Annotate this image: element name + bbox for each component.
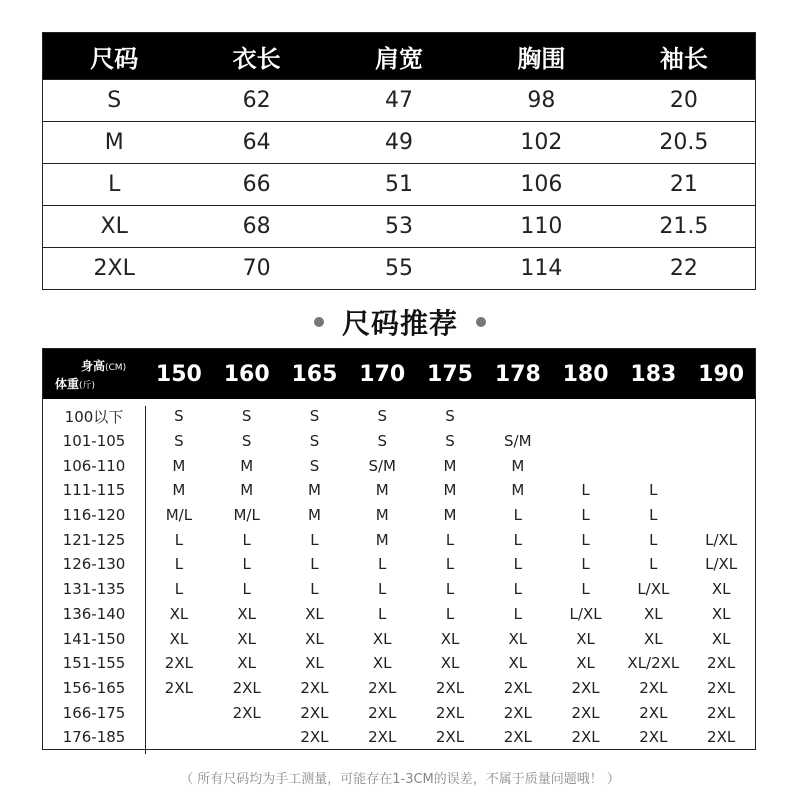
weight-cell: 176-185 xyxy=(62,728,126,747)
size-recommend-cell xyxy=(145,700,213,725)
size-table-cell: 21 xyxy=(669,172,698,197)
size-table-cell: 47 xyxy=(385,88,414,113)
size-recommend-cell: S xyxy=(309,432,320,451)
recommend-row xyxy=(43,429,755,454)
size-recommend-cell: XL xyxy=(305,629,324,648)
size-recommend-cell xyxy=(687,429,755,454)
size-recommend-cell: XL xyxy=(711,629,731,648)
size-recommend-cell: L xyxy=(310,530,319,549)
size-recommend-cell: M xyxy=(375,506,389,525)
height-header-cell: 150 xyxy=(155,361,202,387)
size-table-row xyxy=(43,79,755,121)
size-recommend-cell: L xyxy=(445,604,455,623)
size-recommend-cell: L xyxy=(310,555,319,574)
height-header-cell: 170 xyxy=(359,361,406,387)
size-table-cell: 20 xyxy=(669,88,698,113)
size-recommend-cell: XL xyxy=(237,604,256,623)
size-table-cell: M xyxy=(104,130,124,155)
size-recommend-cell: S xyxy=(377,432,387,451)
size-recommend-cell: S xyxy=(445,432,455,451)
height-header-cell: 160 xyxy=(223,361,270,387)
size-recommend-cell xyxy=(552,404,620,429)
size-header-cell: 胸围 xyxy=(517,44,566,73)
size-recommend-cell: L/XL xyxy=(637,580,670,599)
size-recommend-cell xyxy=(213,725,281,750)
size-recommend-cell: S/M xyxy=(504,432,532,451)
recommend-grid-body xyxy=(43,404,755,750)
height-header-cell: 180 xyxy=(562,361,609,387)
size-recommend-cell: S xyxy=(174,432,184,451)
weight-cell: 136-140 xyxy=(62,604,126,623)
size-recommend-cell xyxy=(552,453,620,478)
weight-cell: 131-135 xyxy=(62,580,126,599)
size-recommend-cell: L xyxy=(310,580,319,599)
size-recommend-cell: 2XL xyxy=(571,678,600,697)
height-axis-label: 身高(CM) xyxy=(81,359,127,373)
size-recommend-cell: L xyxy=(513,506,522,525)
size-recommend-cell: 2XL xyxy=(571,728,600,747)
recommend-row xyxy=(43,577,755,602)
size-recommend-cell: XL/2XL xyxy=(627,654,680,673)
size-recommend-cell: XL xyxy=(169,604,189,623)
size-recommend-cell: L xyxy=(242,580,251,599)
weight-cell: 111-115 xyxy=(62,481,126,500)
size-table-cell: 49 xyxy=(385,130,414,155)
size-recommend-cell xyxy=(619,429,687,454)
size-recommend-cell: XL xyxy=(576,629,595,648)
height-header-cell: 165 xyxy=(291,361,338,387)
size-table-cell: 51 xyxy=(385,172,414,197)
size-table-cell: 2XL xyxy=(93,256,135,281)
size-recommend-cell: L xyxy=(581,481,590,500)
size-recommend-cell: M xyxy=(375,481,389,500)
size-recommend-cell: S xyxy=(377,407,387,426)
size-recommend-cell xyxy=(552,429,620,454)
size-recommend-cell: M xyxy=(172,481,186,500)
size-recommend-cell: L xyxy=(513,530,522,549)
size-recommend-cell: S xyxy=(241,407,252,426)
recommend-title-text: 尺码推荐 xyxy=(341,307,458,340)
size-recommend-cell: L xyxy=(378,604,387,623)
size-table-cell: 110 xyxy=(520,214,563,239)
column-divider xyxy=(145,406,146,754)
size-recommend-cell: 2XL xyxy=(300,678,329,697)
height-header-cell: 175 xyxy=(427,361,473,387)
size-recommend-cell: 2XL xyxy=(503,703,532,722)
size-recommend-cell: L xyxy=(445,555,455,574)
recommend-row xyxy=(43,503,755,528)
size-recommend-cell: L xyxy=(174,580,184,599)
size-recommend-cell: M xyxy=(511,481,525,500)
size-recommend-cell: XL xyxy=(440,629,460,648)
recommend-row xyxy=(43,651,755,676)
size-recommend-cell: 2XL xyxy=(435,703,465,722)
size-recommend-cell: XL xyxy=(711,580,731,599)
size-table-cell: 66 xyxy=(242,172,271,197)
size-table-cell: 70 xyxy=(242,256,271,281)
size-recommend-cell: 2XL xyxy=(232,678,261,697)
size-recommend-cell: XL xyxy=(711,604,731,623)
weight-cell: 151-155 xyxy=(62,654,126,673)
size-recommend-cell: 2XL xyxy=(639,728,668,747)
size-recommend-cell: 2XL xyxy=(707,654,736,673)
size-recommend-cell: XL xyxy=(305,604,324,623)
weight-cell: 100以下 xyxy=(64,407,124,426)
size-recommend-cell: M xyxy=(172,456,186,475)
size-header-cell: 袖长 xyxy=(659,44,708,73)
size-recommend-cell: XL xyxy=(508,654,528,673)
size-recommend-cell: S xyxy=(174,407,184,426)
recommend-row xyxy=(43,626,755,651)
size-table-cell: 20.5 xyxy=(659,130,709,155)
size-recommend-cell: 2XL xyxy=(300,728,329,747)
size-recommend-cell: 2XL xyxy=(368,678,397,697)
size-recommend-cell: L xyxy=(378,580,387,599)
size-recommend-cell: L xyxy=(174,555,184,574)
size-recommend-cell: M/L xyxy=(165,506,193,525)
size-recommend-cell: M xyxy=(443,456,457,475)
size-recommend-cell xyxy=(484,404,552,429)
size-recommend-cell: 2XL xyxy=(435,678,465,697)
size-table-cell: 55 xyxy=(385,256,414,281)
size-recommend-cell: L xyxy=(378,555,387,574)
size-recommend-cell: XL xyxy=(237,629,256,648)
size-recommend-cell: 2XL xyxy=(707,678,736,697)
footnote: （ 所有尺码均为手工测量，可能存在1-3CM的误差，不属于质量问题哦！ ） xyxy=(180,772,620,787)
recommend-row xyxy=(43,602,755,627)
size-recommend-cell: XL xyxy=(372,629,392,648)
recommend-row xyxy=(43,700,755,725)
size-recommend-cell: 2XL xyxy=(368,728,397,747)
size-recommend-cell: L xyxy=(513,604,522,623)
weight-cell: 126-130 xyxy=(62,555,126,574)
size-table-cell: 106 xyxy=(520,172,563,197)
size-recommend-cell: XL xyxy=(644,604,663,623)
size-recommend-cell: M xyxy=(443,506,457,525)
size-recommend-cell: XL xyxy=(644,629,663,648)
grid-corner-label xyxy=(43,349,145,399)
size-recommend-cell: XL xyxy=(440,654,460,673)
size-table-cell: L xyxy=(108,172,121,197)
size-recommend-cell: L/XL xyxy=(705,555,738,574)
recommend-row xyxy=(43,453,755,478)
weight-cell: 106-110 xyxy=(62,456,126,475)
size-recommend-cell: L xyxy=(581,555,590,574)
size-recommend-cell: XL xyxy=(576,654,595,673)
size-recommend-cell: L/XL xyxy=(569,604,602,623)
size-recommend-cell xyxy=(687,503,755,528)
size-table-cell: 62 xyxy=(242,88,271,113)
size-recommend-cell: S/M xyxy=(368,456,396,475)
size-recommend-cell: XL xyxy=(305,654,324,673)
bullet-dot-icon xyxy=(476,317,486,327)
size-recommend-cell: M xyxy=(375,530,389,549)
size-table-row xyxy=(43,247,755,289)
size-recommend-cell: 2XL xyxy=(300,703,329,722)
height-header-cell: 178 xyxy=(494,361,541,387)
size-recommend-cell: S xyxy=(241,432,252,451)
size-recommend-cell: 2XL xyxy=(707,728,736,747)
size-recommend-cell: L/XL xyxy=(705,530,738,549)
height-header-cell: 190 xyxy=(698,361,745,387)
weight-axis-label: 体重(斤) xyxy=(55,377,96,391)
size-table-cell: 21.5 xyxy=(659,214,709,239)
size-recommend-cell: L xyxy=(242,555,251,574)
size-recommend-cell: 2XL xyxy=(435,728,465,747)
size-recommend-cell: 2XL xyxy=(503,728,532,747)
size-recommend-cell xyxy=(145,725,213,750)
size-recommend-cell: XL xyxy=(372,654,392,673)
recommend-row xyxy=(43,478,755,503)
recommend-row xyxy=(43,676,755,701)
size-table xyxy=(42,32,756,290)
size-recommend-cell: M xyxy=(240,481,254,500)
recommend-section-title xyxy=(0,300,800,344)
weight-cell: 101-105 xyxy=(62,432,126,451)
size-recommend-cell: 2XL xyxy=(639,703,668,722)
size-recommend-cell xyxy=(619,453,687,478)
size-table-cell: 102 xyxy=(520,130,563,155)
size-recommend-cell: S xyxy=(445,407,455,426)
size-recommend-cell: XL xyxy=(508,629,528,648)
size-recommend-cell: M xyxy=(443,481,457,500)
recommend-row xyxy=(43,552,755,577)
size-recommend-cell xyxy=(687,478,755,503)
size-recommend-cell: XL xyxy=(169,629,189,648)
weight-cell: 116-120 xyxy=(62,506,126,525)
recommend-row xyxy=(43,527,755,552)
size-recommend-cell: L xyxy=(513,580,522,599)
recommend-grid xyxy=(42,348,756,750)
size-header-cell: 尺码 xyxy=(90,44,139,73)
size-recommend-cell: 2XL xyxy=(164,678,193,697)
weight-cell: 156-165 xyxy=(62,678,126,697)
size-recommend-cell: L xyxy=(649,530,658,549)
size-header-cell: 衣长 xyxy=(232,44,281,73)
size-recommend-cell: M xyxy=(307,481,321,500)
size-recommend-cell: L xyxy=(649,506,658,525)
size-recommend-cell: M xyxy=(240,456,254,475)
height-header-cell: 183 xyxy=(630,361,677,387)
size-recommend-cell: S xyxy=(309,407,320,426)
size-recommend-cell: L xyxy=(649,481,658,500)
recommend-row xyxy=(43,725,755,750)
recommend-row xyxy=(43,404,755,429)
size-table-row xyxy=(43,205,755,247)
bullet-dot-icon xyxy=(314,317,324,327)
size-recommend-cell: M xyxy=(511,456,525,475)
size-table-cell: XL xyxy=(100,214,128,239)
size-recommend-cell: M xyxy=(307,506,321,525)
weight-cell: 121-125 xyxy=(62,530,126,549)
size-table-body xyxy=(43,79,755,289)
size-recommend-cell: L xyxy=(513,555,522,574)
size-recommend-cell xyxy=(687,404,755,429)
size-table-cell: 22 xyxy=(669,256,698,281)
size-recommend-cell: 2XL xyxy=(503,678,532,697)
size-recommend-cell: 2XL xyxy=(639,678,668,697)
size-table-cell: 64 xyxy=(242,130,271,155)
size-recommend-cell: 2XL xyxy=(571,703,600,722)
size-recommend-cell: L xyxy=(649,555,658,574)
size-table-cell: S xyxy=(107,88,122,113)
size-recommend-cell: L xyxy=(445,530,455,549)
weight-cell: 141-150 xyxy=(62,629,126,648)
size-table-row xyxy=(43,121,755,163)
size-recommend-cell: L xyxy=(581,580,590,599)
size-table-row xyxy=(43,163,755,205)
size-recommend-cell xyxy=(619,404,687,429)
size-recommend-cell: XL xyxy=(237,654,256,673)
size-recommend-cell: L xyxy=(242,530,251,549)
size-recommend-cell: 2XL xyxy=(707,703,736,722)
size-table-cell: 98 xyxy=(527,88,556,113)
weight-cell: 166-175 xyxy=(62,703,126,722)
size-recommend-cell: L xyxy=(445,580,455,599)
size-recommend-cell: M/L xyxy=(233,506,260,525)
size-recommend-cell: S xyxy=(309,456,320,475)
size-recommend-cell: 2XL xyxy=(368,703,397,722)
size-recommend-cell: 2XL xyxy=(164,654,193,673)
size-table-cell: 68 xyxy=(242,214,271,239)
size-recommend-cell: L xyxy=(581,530,590,549)
size-recommend-cell: L xyxy=(581,506,590,525)
size-recommend-cell: L xyxy=(174,530,184,549)
size-recommend-cell: 2XL xyxy=(232,703,261,722)
size-recommend-cell xyxy=(687,453,755,478)
size-table-cell: 114 xyxy=(520,256,563,281)
recommend-grid-header xyxy=(43,349,755,399)
size-header-cell: 肩宽 xyxy=(375,44,424,73)
size-table-header xyxy=(43,33,755,79)
size-table-cell: 53 xyxy=(385,214,414,239)
